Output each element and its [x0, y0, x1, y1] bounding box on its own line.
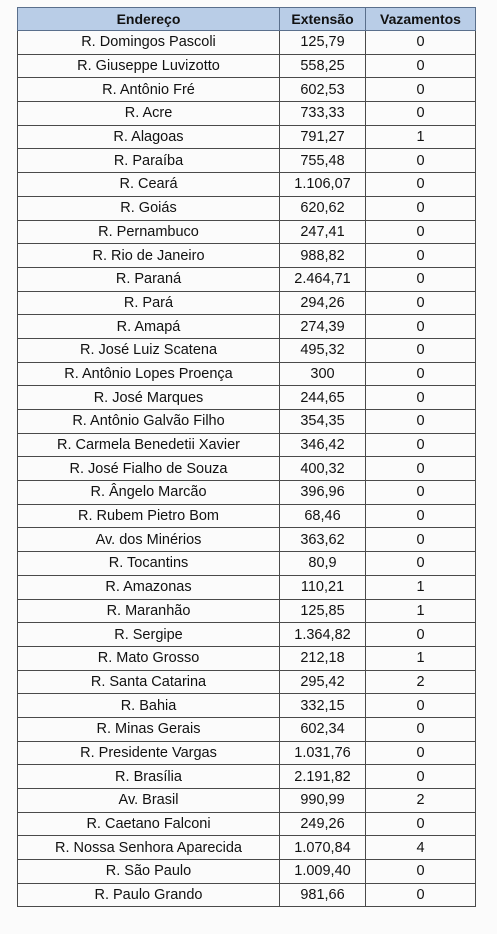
- table-row: [18, 220, 476, 244]
- table-row: [18, 433, 476, 457]
- cell-endereco: R. Tocantins: [18, 552, 280, 576]
- cell-endereco: R. Alagoas: [18, 125, 280, 149]
- header-extensao: Extensão: [280, 8, 366, 31]
- cell-extensao: 1.031,76: [280, 741, 366, 765]
- cell-endereco: R. Mato Grosso: [18, 646, 280, 670]
- cell-extensao: 110,21: [280, 575, 366, 599]
- cell-extensao: 2.191,82: [280, 765, 366, 789]
- cell-extensao: 212,18: [280, 646, 366, 670]
- cell-extensao: 247,41: [280, 220, 366, 244]
- cell-extensao: 1.009,40: [280, 860, 366, 884]
- cell-vazamentos: 0: [366, 102, 476, 126]
- table-row: [18, 883, 476, 907]
- cell-extensao: 981,66: [280, 883, 366, 907]
- header-endereco: Endereço: [18, 8, 280, 31]
- cell-extensao: 68,46: [280, 504, 366, 528]
- cell-vazamentos: 4: [366, 836, 476, 860]
- table-row: [18, 149, 476, 173]
- cell-endereco: R. Santa Catarina: [18, 670, 280, 694]
- cell-vazamentos: 0: [366, 149, 476, 173]
- cell-endereco: R. Domingos Pascoli: [18, 31, 280, 55]
- cell-endereco: R. Caetano Falconi: [18, 812, 280, 836]
- cell-vazamentos: 0: [366, 220, 476, 244]
- table-row: [18, 410, 476, 434]
- cell-vazamentos: 0: [366, 196, 476, 220]
- cell-vazamentos: 0: [366, 173, 476, 197]
- cell-vazamentos: 0: [366, 386, 476, 410]
- cell-vazamentos: 0: [366, 623, 476, 647]
- cell-endereco: Av. dos Minérios: [18, 528, 280, 552]
- cell-vazamentos: 0: [366, 410, 476, 434]
- table-row: [18, 125, 476, 149]
- cell-extensao: 1.364,82: [280, 623, 366, 647]
- table-row: [18, 481, 476, 505]
- header-row: [18, 8, 476, 31]
- cell-extensao: 274,39: [280, 315, 366, 339]
- cell-endereco: R. Goiás: [18, 196, 280, 220]
- cell-endereco: R. José Marques: [18, 386, 280, 410]
- cell-vazamentos: 0: [366, 694, 476, 718]
- header-vazamentos: Vazamentos: [366, 8, 476, 31]
- cell-extensao: 1.106,07: [280, 173, 366, 197]
- cell-vazamentos: 0: [366, 883, 476, 907]
- cell-endereco: R. São Paulo: [18, 860, 280, 884]
- cell-endereco: R. Amapá: [18, 315, 280, 339]
- cell-extensao: 346,42: [280, 433, 366, 457]
- table-row: [18, 196, 476, 220]
- table-row: [18, 812, 476, 836]
- table-row: [18, 78, 476, 102]
- cell-vazamentos: 0: [366, 315, 476, 339]
- table-row: [18, 31, 476, 55]
- cell-endereco: R. Paraíba: [18, 149, 280, 173]
- cell-extensao: 400,32: [280, 457, 366, 481]
- table-row: [18, 741, 476, 765]
- table-row: [18, 362, 476, 386]
- cell-endereco: R. Acre: [18, 102, 280, 126]
- cell-vazamentos: 1: [366, 646, 476, 670]
- cell-endereco: R. Paulo Grando: [18, 883, 280, 907]
- cell-endereco: R. Ângelo Marcão: [18, 481, 280, 505]
- cell-endereco: R. Giuseppe Luvizotto: [18, 54, 280, 78]
- cell-extensao: 295,42: [280, 670, 366, 694]
- table-row: [18, 670, 476, 694]
- table-row: [18, 623, 476, 647]
- table-row: [18, 836, 476, 860]
- cell-endereco: R. Presidente Vargas: [18, 741, 280, 765]
- table-row: [18, 54, 476, 78]
- cell-vazamentos: 1: [366, 125, 476, 149]
- cell-extensao: 2.464,71: [280, 267, 366, 291]
- cell-endereco: Av. Brasil: [18, 789, 280, 813]
- cell-extensao: 990,99: [280, 789, 366, 813]
- cell-extensao: 602,34: [280, 717, 366, 741]
- cell-extensao: 791,27: [280, 125, 366, 149]
- cell-vazamentos: 2: [366, 670, 476, 694]
- cell-extensao: 755,48: [280, 149, 366, 173]
- table-row: [18, 717, 476, 741]
- cell-extensao: 354,35: [280, 410, 366, 434]
- cell-vazamentos: 0: [366, 504, 476, 528]
- table-body: [18, 31, 476, 907]
- leak-data-table: [17, 7, 476, 907]
- table-row: [18, 338, 476, 362]
- cell-endereco: R. Paraná: [18, 267, 280, 291]
- cell-extensao: 125,85: [280, 599, 366, 623]
- cell-vazamentos: 0: [366, 78, 476, 102]
- cell-endereco: R. Brasília: [18, 765, 280, 789]
- table-row: [18, 765, 476, 789]
- cell-vazamentos: 0: [366, 552, 476, 576]
- table-row: [18, 646, 476, 670]
- cell-extensao: 733,33: [280, 102, 366, 126]
- cell-vazamentos: 0: [366, 362, 476, 386]
- cell-vazamentos: 0: [366, 765, 476, 789]
- cell-endereco: R. Antônio Lopes Proença: [18, 362, 280, 386]
- table-row: [18, 694, 476, 718]
- table-row: [18, 504, 476, 528]
- cell-vazamentos: 2: [366, 789, 476, 813]
- cell-endereco: R. Minas Gerais: [18, 717, 280, 741]
- cell-vazamentos: 0: [366, 433, 476, 457]
- table-row: [18, 528, 476, 552]
- table-row: [18, 386, 476, 410]
- cell-endereco: R. Sergipe: [18, 623, 280, 647]
- cell-extensao: 80,9: [280, 552, 366, 576]
- cell-endereco: R. Nossa Senhora Aparecida: [18, 836, 280, 860]
- cell-extensao: 244,65: [280, 386, 366, 410]
- cell-vazamentos: 1: [366, 575, 476, 599]
- table-row: [18, 789, 476, 813]
- cell-endereco: R. Antônio Fré: [18, 78, 280, 102]
- cell-vazamentos: 0: [366, 54, 476, 78]
- cell-vazamentos: 0: [366, 457, 476, 481]
- cell-extensao: 294,26: [280, 291, 366, 315]
- table-row: [18, 315, 476, 339]
- cell-vazamentos: 0: [366, 860, 476, 884]
- cell-vazamentos: 0: [366, 481, 476, 505]
- cell-vazamentos: 0: [366, 338, 476, 362]
- table-row: [18, 457, 476, 481]
- cell-extensao: 249,26: [280, 812, 366, 836]
- table-row: [18, 860, 476, 884]
- cell-endereco: R. José Fialho de Souza: [18, 457, 280, 481]
- table-row: [18, 244, 476, 268]
- cell-endereco: R. Rubem Pietro Bom: [18, 504, 280, 528]
- cell-vazamentos: 0: [366, 31, 476, 55]
- cell-endereco: R. Carmela Benedetii Xavier: [18, 433, 280, 457]
- cell-endereco: R. Ceará: [18, 173, 280, 197]
- cell-endereco: R. Amazonas: [18, 575, 280, 599]
- cell-extensao: 396,96: [280, 481, 366, 505]
- table-row: [18, 173, 476, 197]
- cell-vazamentos: 0: [366, 741, 476, 765]
- cell-vazamentos: 0: [366, 717, 476, 741]
- table-row: [18, 552, 476, 576]
- cell-extensao: 363,62: [280, 528, 366, 552]
- cell-extensao: 620,62: [280, 196, 366, 220]
- cell-extensao: 300: [280, 362, 366, 386]
- cell-extensao: 1.070,84: [280, 836, 366, 860]
- cell-vazamentos: 0: [366, 812, 476, 836]
- cell-endereco: R. Antônio Galvão Filho: [18, 410, 280, 434]
- cell-extensao: 558,25: [280, 54, 366, 78]
- table-row: [18, 102, 476, 126]
- cell-vazamentos: 0: [366, 291, 476, 315]
- cell-extensao: 602,53: [280, 78, 366, 102]
- table-row: [18, 599, 476, 623]
- cell-endereco: R. Bahia: [18, 694, 280, 718]
- table-row: [18, 267, 476, 291]
- cell-vazamentos: 1: [366, 599, 476, 623]
- cell-endereco: R. Pernambuco: [18, 220, 280, 244]
- cell-vazamentos: 0: [366, 244, 476, 268]
- cell-extensao: 495,32: [280, 338, 366, 362]
- table-header: [18, 8, 476, 31]
- cell-vazamentos: 0: [366, 267, 476, 291]
- cell-vazamentos: 0: [366, 528, 476, 552]
- table-row: [18, 291, 476, 315]
- table-row: [18, 575, 476, 599]
- cell-endereco: R. Rio de Janeiro: [18, 244, 280, 268]
- cell-extensao: 125,79: [280, 31, 366, 55]
- cell-extensao: 988,82: [280, 244, 366, 268]
- cell-extensao: 332,15: [280, 694, 366, 718]
- cell-endereco: R. José Luiz Scatena: [18, 338, 280, 362]
- cell-endereco: R. Maranhão: [18, 599, 280, 623]
- cell-endereco: R. Pará: [18, 291, 280, 315]
